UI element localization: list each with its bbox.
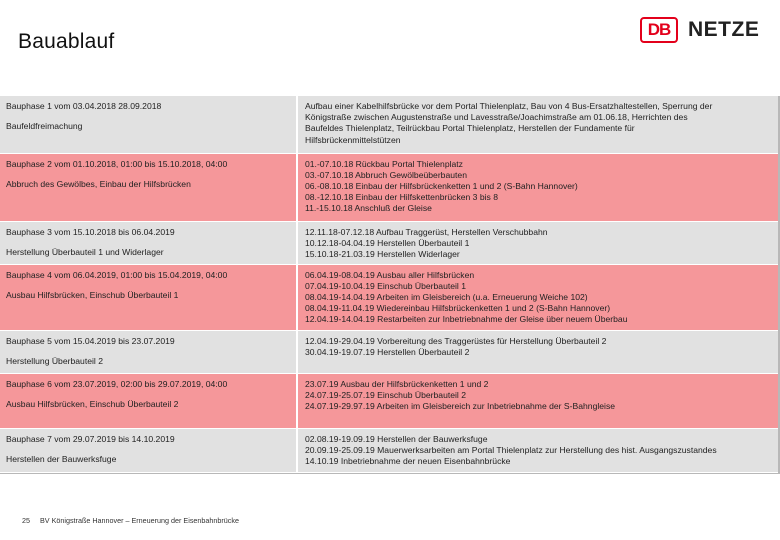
phase-cell [0, 221, 297, 264]
db-logo-icon: DB [640, 17, 678, 43]
phase-cell [0, 264, 297, 330]
table-row-phase-3 [0, 221, 778, 264]
table-row-phase-2 [0, 153, 778, 221]
detail-line: 12.04.19-29.04.19 Vorbereitung des Traggerüstes für Herstellung Überbauteil 2 [305, 335, 607, 346]
detail-line: 24.07.19-25.07.19 Einschub Überbauteil 2 [305, 389, 467, 400]
page-number: 25 [22, 516, 30, 525]
details-cell [297, 373, 778, 428]
detail-line: 24.07.19-29.97.19 Arbeiten im Gleisbereich zur Inbetriebnahme der S-Bahngleise [305, 400, 616, 411]
detail-line: 11.-15.10.18 Anschluß der Gleise [305, 203, 432, 214]
phases-table [0, 96, 778, 473]
details-cell [297, 153, 778, 221]
phase-task: Baufeldfreimachung [6, 121, 83, 132]
detail-line: 06.-08.10.18 Einbau der Hilfsbrückenketten 1 und 2 (S-Bahn Hannover) [305, 180, 578, 191]
phase-title: Bauphase 4 vom 06.04.2019, 01:00 bis 15.04.2019, 04:00 [6, 269, 228, 280]
page-title: Bauablauf [18, 30, 115, 53]
table-row-phase-4 [0, 264, 778, 330]
details-cell [297, 221, 778, 264]
table-row-phase-1 [0, 96, 778, 153]
detail-line: 08.-12.10.18 Einbau der Hilfskettenbrücken 3 bis 8 [305, 192, 499, 203]
detail-line: 08.04.19-14.04.19 Arbeiten im Gleisbereich (u.a. Erneuerung Weiche 102) [305, 291, 588, 302]
db-netze-logo [640, 16, 759, 44]
detail-line: 07.04.19-10.04.19 Einschub Überbauteil 1 [305, 280, 467, 291]
detail-line: Königstraße zwischen Augustenstraße und Lavesstraße/Joachimstraße am 01.06.18, Herrichten des [305, 112, 688, 123]
phase-cell [0, 330, 297, 373]
phase-task: Abbruch des Gewölbes, Einbau der Hilfsbrücken [6, 178, 191, 189]
detail-line: 23.07.19 Ausbau der Hilfsbrückenketten 1 und 2 [305, 378, 489, 389]
phase-title: Bauphase 3 vom 15.10.2018 bis 06.04.2019 [6, 226, 175, 237]
table-row-phase-5 [0, 330, 778, 373]
phase-task: Ausbau Hilfsbrücken, Einschub Überbauteil 1 [6, 289, 179, 300]
details-cell [297, 428, 778, 472]
details-cell [297, 330, 778, 373]
phase-title: Bauphase 1 vom 03.04.2018 28.09.2018 [6, 101, 162, 111]
detail-line: 10.12.18-04.04.19 Herstellen Überbauteil 1 [305, 237, 470, 248]
phase-cell [0, 373, 297, 428]
table-row-phase-7 [0, 428, 778, 472]
detail-line: 01.-07.10.18 Rückbau Portal Thielenplatz [305, 158, 463, 169]
phase-task: Herstellen der Bauwerksfuge [6, 453, 117, 464]
detail-line: Baufeldes Thielenplatz, Teilrückbau Portal Thielenplatz, Herstellen der Fundamente für [305, 123, 635, 134]
phase-title: Bauphase 2 vom 01.10.2018, 01:00 bis 15.10.2018, 04:00 [6, 158, 228, 169]
detail-line: 06.04.19-08.04.19 Ausbau aller Hilfsbrücken [305, 269, 475, 280]
detail-line: Hilfsbrückenmittelstützen [305, 134, 401, 145]
phase-title: Bauphase 7 vom 29.07.2019 bis 14.10.2019 [6, 433, 175, 444]
detail-line: 30.04.19-19.07.19 Herstellen Überbauteil 2 [305, 346, 470, 357]
detail-line: Aufbau einer Kabelhilfsbrücke vor dem Portal Thielenplatz, Bau von 4 Bus-Ersatzhaltestellen, Sperrung der [305, 101, 713, 111]
phase-title: Bauphase 5 vom 15.04.2019 bis 23.07.2019 [6, 335, 175, 346]
phase-cell [0, 96, 297, 153]
phase-cell [0, 153, 297, 221]
detail-line: 03.-07.10.18 Abbruch Gewölbeüberbauten [305, 169, 467, 180]
detail-line: 08.04.19-11.04.19 Wiedereinbau Hilfsbrückenketten 1 und 2 (S-Bahn Hannover) [305, 303, 611, 314]
detail-line: 14.10.19 Inbetriebnahme der neuen Eisenbahnbrücke [305, 455, 511, 466]
details-cell [297, 264, 778, 330]
detail-line: 02.08.19-19.09.19 Herstellen der Bauwerksfuge [305, 433, 488, 444]
phase-task: Herstellung Überbauteil 2 [6, 355, 103, 366]
phase-task: Herstellung Überbauteil 1 und Widerlager [6, 246, 164, 257]
footer-text: BV Königstraße Hannover – Erneuerung der Eisenbahnbrücke [40, 516, 239, 525]
phase-title: Bauphase 6 vom 23.07.2019, 02:00 bis 29.07.2019, 04:00 [6, 378, 228, 389]
detail-line: 15.10.18-21.03.19 Herstellen Widerlager [305, 248, 460, 259]
detail-line: 12.11.18-07.12.18 Aufbau Traggerüst, Herstellen Verschubbahn [305, 226, 548, 237]
netze-wordmark: NETZE [688, 18, 760, 41]
phase-cell [0, 428, 297, 472]
phase-task: Ausbau Hilfsbrücken, Einschub Überbauteil 2 [6, 398, 179, 409]
table-row-phase-6 [0, 373, 778, 428]
detail-line: 20.09.19-25.09.19 Mauerwerksarbeiten am Portal Thielenplatz zur Herstellung des hist. Ausgangszustandes [305, 444, 717, 455]
details-cell [297, 96, 778, 153]
detail-line: 12.04.19-14.04.19 Restarbeiten zur Inbetriebnahme der Gleise über neuem Überbau [305, 314, 628, 325]
